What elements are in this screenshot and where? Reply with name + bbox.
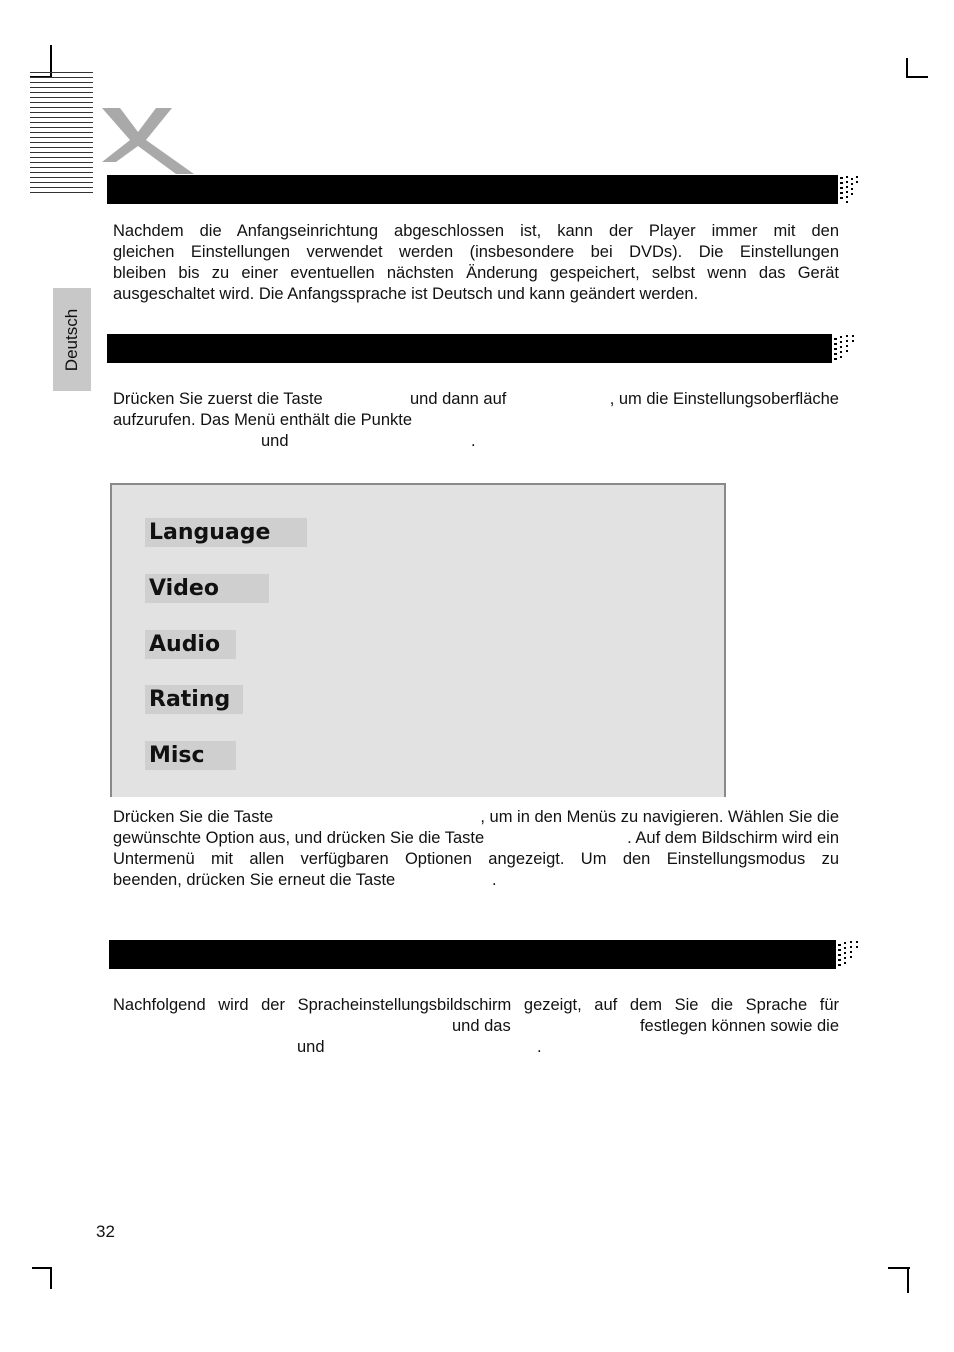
intro-line-1: Nachdem die Anfangseinrichtung abgeschlossen ist, kann der Player immer mit den bbox=[113, 222, 839, 240]
lang-line-3-b: . bbox=[537, 1038, 542, 1056]
language-side-tab bbox=[53, 288, 91, 391]
lang-line-3-a: und bbox=[297, 1038, 325, 1056]
setup-menu-screenshot bbox=[110, 483, 726, 797]
crop-mark-bottom-left-v bbox=[50, 1267, 52, 1289]
nav-line-4-a: beenden, drücken Sie erneut die Taste bbox=[113, 871, 396, 889]
lang-line-2-a: und das bbox=[452, 1017, 511, 1035]
crop-mark-top-right-v bbox=[906, 58, 908, 78]
crop-mark-bottom-right-v bbox=[907, 1267, 909, 1293]
section-bar-2-dots bbox=[826, 334, 856, 363]
navigation-paragraph bbox=[113, 807, 839, 891]
lang-line-1: Nachfolgend wird der Spracheinstellungsbildschirm gezeigt, auf dem Sie die Sprache für bbox=[113, 996, 839, 1014]
menu-item-misc: Misc bbox=[145, 741, 236, 770]
setup-line-1-b: und dann auf bbox=[410, 390, 507, 408]
language-side-tab-label: Deutsch bbox=[62, 308, 81, 371]
nav-line-4-b: . bbox=[492, 871, 497, 889]
crop-mark-top-right-h bbox=[906, 76, 928, 78]
section-bar-1-dots bbox=[832, 175, 862, 204]
nav-line-1-b: , um in den Menüs zu navigieren. Wählen Sie die bbox=[480, 808, 839, 826]
setup-line-1-a: Drücken Sie zuerst die Taste bbox=[113, 390, 323, 408]
brand-x-logo bbox=[98, 98, 198, 176]
intro-paragraph bbox=[113, 221, 839, 305]
page-number: 32 bbox=[96, 1222, 115, 1241]
menu-item-language: Language bbox=[145, 518, 307, 547]
setup-line-3-b: . bbox=[471, 432, 476, 450]
nav-line-1-a: Drücken Sie die Taste bbox=[113, 808, 274, 826]
setup-line-1-c: , um die Einstellungsoberfläche bbox=[609, 390, 839, 408]
language-setup-paragraph bbox=[113, 995, 839, 1058]
setup-line-2: aufzurufen. Das Menü enthält die Punkte bbox=[113, 411, 413, 429]
intro-line-4: ausgeschaltet wird. Die Anfangssprache ist Deutsch und kann geändert werden. bbox=[113, 285, 699, 303]
intro-line-2: gleichen Einstellungen verwendet werden (insbesondere bei DVDs). Die Einstellungen bbox=[113, 243, 839, 261]
intro-line-3: bleiben bis zu einer eventuellen nächsten Änderung gespeichert, selbst wenn das Gerät bbox=[113, 264, 839, 282]
nav-line-2-b: . Auf dem Bildschirm wird ein bbox=[627, 829, 839, 847]
header-stripes bbox=[30, 72, 93, 197]
menu-item-rating: Rating bbox=[145, 685, 243, 714]
setup-paragraph bbox=[113, 389, 839, 452]
section-bar-3-dots bbox=[830, 940, 860, 969]
lang-line-2-b: festlegen können sowie die bbox=[639, 1017, 839, 1035]
crop-mark-bottom-left-h bbox=[32, 1267, 52, 1269]
setup-line-3-a: und bbox=[261, 432, 289, 450]
nav-line-2-a: gewünschte Option aus, und drücken Sie die Taste bbox=[113, 829, 485, 847]
menu-item-video: Video bbox=[145, 574, 269, 603]
nav-line-3: Untermenü mit allen verfügbaren Optionen angezeigt. Um den Einstellungsmodus zu bbox=[113, 850, 839, 868]
section-bar-1 bbox=[107, 175, 835, 204]
section-bar-2 bbox=[107, 334, 829, 363]
menu-item-audio: Audio bbox=[145, 630, 236, 659]
section-bar-3 bbox=[109, 940, 833, 969]
